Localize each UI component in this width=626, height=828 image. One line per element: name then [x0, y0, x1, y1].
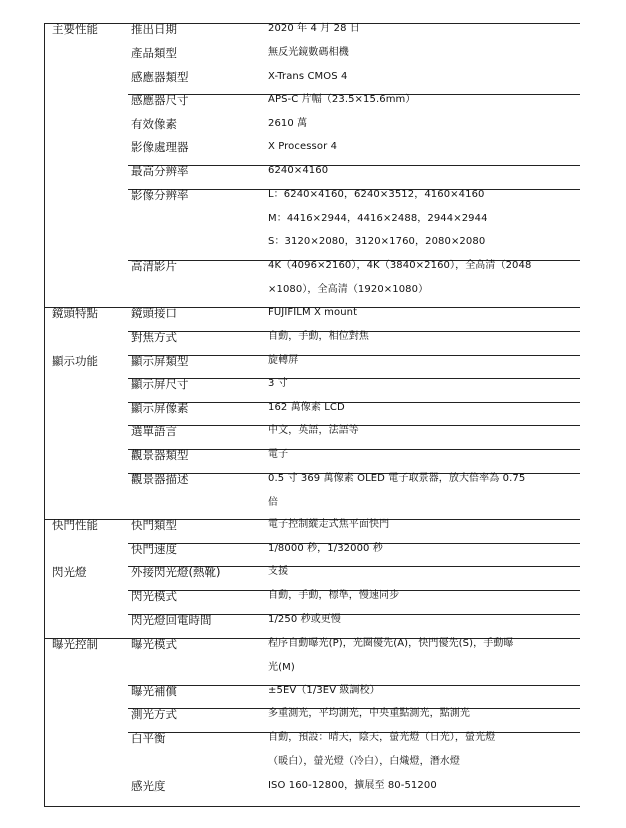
spec-label: 快門速度	[131, 542, 177, 556]
spec-label: 對焦方式	[131, 330, 177, 344]
spec-label: 影像分辨率	[131, 188, 189, 202]
spec-value: 中文，英語，法語等	[268, 425, 359, 436]
category-label: 主要性能	[52, 22, 98, 36]
spec-value: 光(M)	[268, 661, 295, 673]
spec-label: 顯示屏像素	[131, 401, 189, 415]
spec-label: 觀景器類型	[131, 448, 189, 462]
spec-label: 測光方式	[131, 707, 177, 721]
spec-label: 快門類型	[131, 518, 177, 532]
spec-label: 觀景器描述	[131, 472, 189, 486]
spec-value: 3 寸	[268, 378, 288, 389]
spec-value: 倍	[268, 496, 279, 508]
row-divider	[128, 402, 580, 403]
row-divider	[128, 355, 580, 356]
row-divider	[128, 378, 580, 379]
row-divider	[128, 165, 580, 166]
row-divider	[128, 449, 580, 450]
spec-value: L：6240×4160，6240×3512，4160×4160	[268, 189, 485, 200]
table-left-border	[44, 23, 45, 806]
spec-label: 曝光模式	[131, 637, 177, 651]
spec-label: 曝光補償	[131, 684, 177, 698]
table-bottom-border	[44, 806, 580, 807]
spec-label: 白平衡	[131, 731, 166, 745]
spec-value: X Processor 4	[268, 141, 338, 152]
category-label: 閃光燈	[52, 565, 87, 579]
spec-value: 0.5 寸 369 萬像素 OLED 電子取景器，放大倍率為 0.75	[268, 473, 526, 484]
spec-value: 旋轉屏	[268, 355, 299, 366]
spec-value: 自動，手動，標準，慢速同步	[268, 590, 400, 601]
spec-value: （暖白），螢光燈（冷白），白熾燈，潛水燈	[268, 755, 460, 767]
spec-label: 顯示屏類型	[131, 354, 189, 368]
spec-label: 閃光模式	[131, 589, 177, 603]
spec-value: 4K（4096×2160），4K（3840×2160），全高清（2048	[268, 260, 532, 271]
spec-value: 電子控制縱走式焦平面快門	[268, 519, 390, 530]
spec-value: 6240×4160	[268, 165, 329, 176]
spec-label: 推出日期	[131, 22, 177, 36]
spec-label: 感應器尺寸	[131, 93, 189, 107]
spec-label: 顯示屏尺寸	[131, 377, 189, 391]
spec-value: X-Trans CMOS 4	[268, 71, 348, 82]
spec-label: 感應器類型	[131, 70, 189, 84]
spec-label: 感光度	[131, 779, 166, 793]
spec-label: 影像處理器	[131, 140, 189, 154]
spec-value: FUJIFILM X mount	[268, 307, 358, 318]
category-label: 顯示功能	[52, 354, 98, 368]
category-label: 鏡頭特點	[52, 306, 98, 320]
spec-value: 電子	[268, 449, 289, 460]
spec-value: ×1080），全高清（1920×1080）	[268, 283, 429, 295]
spec-value: M：4416×2944，4416×2488，2944×2944	[268, 212, 488, 224]
spec-value: 多重測光，平均測光，中央重點測光，點測光	[268, 708, 470, 719]
spec-value: ISO 160-12800，擴展至 80-51200	[268, 780, 437, 791]
spec-value: 1/8000 秒，1/32000 秒	[268, 543, 383, 554]
spec-label: 有效像素	[131, 117, 177, 131]
spec-label: 外接閃光燈(熱靴)	[131, 565, 221, 579]
spec-value: 2020 年 4 月 28 日	[268, 23, 360, 34]
category-label: 快門性能	[52, 518, 98, 532]
spec-value: APS-C 片幅（23.5×15.6mm）	[268, 94, 416, 105]
spec-value: 2610 萬	[268, 118, 308, 129]
spec-value: 1/250 秒或更慢	[268, 614, 341, 625]
spec-value: 自動，手動，相位對焦	[268, 331, 369, 342]
spec-value: ±5EV（1/3EV 級調校）	[268, 685, 380, 696]
spec-label: 鏡頭接口	[131, 306, 177, 320]
spec-label: 高清影片	[131, 259, 177, 273]
spec-label: 選單語言	[131, 424, 177, 438]
spec-label: 產品類型	[131, 46, 177, 60]
category-label: 曝光控制	[52, 637, 98, 651]
spec-value: 自動，預設：晴天，陰天，螢光燈（日光），螢光燈	[268, 732, 496, 743]
spec-value: 無反光鏡數碼相機	[268, 47, 349, 58]
spec-value: 程序自動曝光(P)，光圈優先(A)，快門優先(S)，手動曝	[268, 638, 514, 649]
spec-value: 支援	[268, 566, 289, 577]
spec-label: 閃光燈回電時間	[131, 613, 212, 627]
spec-value: S：3120×2080，3120×1760，2080×2080	[268, 236, 486, 248]
spec-label: 最高分辨率	[131, 164, 189, 178]
spec-value: 162 萬像素 LCD	[268, 402, 345, 413]
